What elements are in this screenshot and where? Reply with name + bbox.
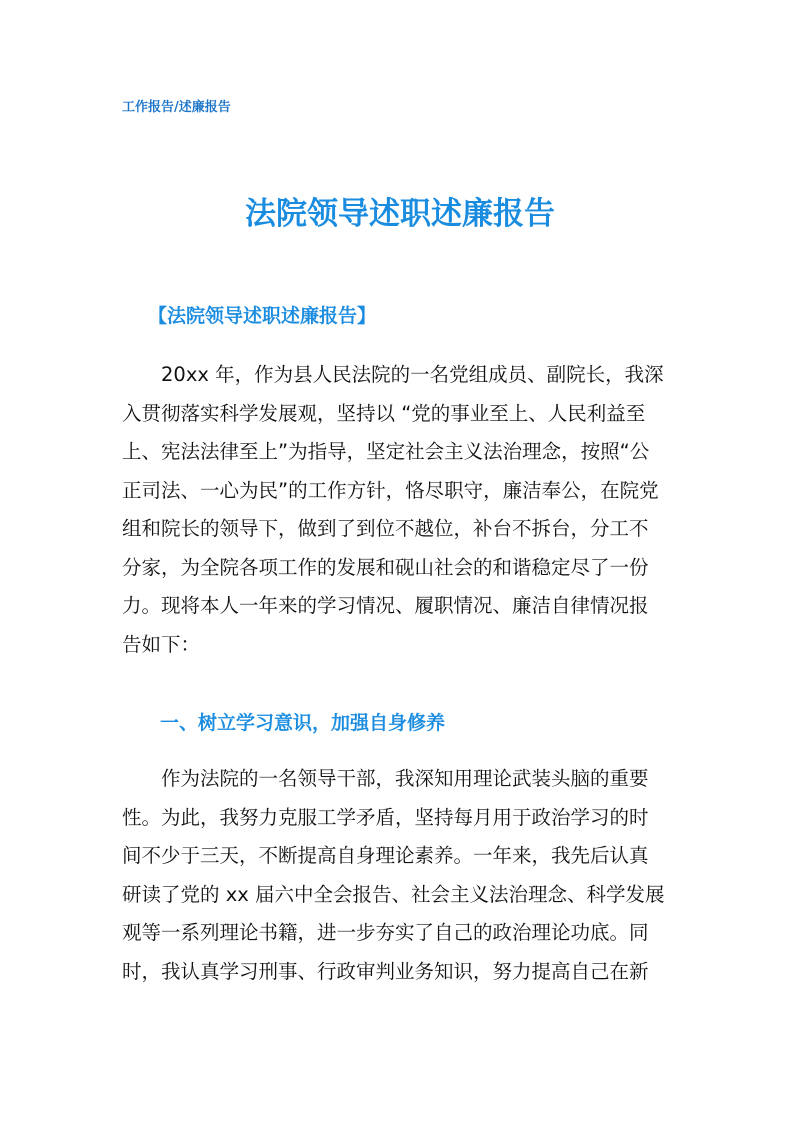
intro-paragraph xyxy=(122,356,682,664)
paragraph-line: 正司法、一心为民”的工作方针，恪尽职守，廉洁奉公，在院党 xyxy=(122,478,659,502)
paragraph-line: 研读了党的 xx 届六中全会报告、社会主义法治理念、科学发展 xyxy=(122,882,665,906)
paragraph-line: 间不少于三天，不断提高自身理论素养。一年来，我先后认真 xyxy=(122,844,649,867)
paragraph-line: 20xx 年，作为县人民法院的一名党组成员、副院长，我深 xyxy=(161,363,664,386)
paragraph-line: 入贯彻落实科学发展观，坚持以 “党的事业至上、人民利益至 xyxy=(122,401,646,425)
paragraph-line: 力。现将本人一年来的学习情况、履职情况、廉洁自律情况报 xyxy=(122,594,649,617)
paragraph-line: 性。为此，我努力克服工学矛盾，坚持每月用于政治学习的时 xyxy=(122,805,649,829)
section-paragraph xyxy=(122,760,682,991)
document-title: 法院领导述职述廉报告 xyxy=(245,196,555,232)
paragraph-line: 告如下： xyxy=(122,632,201,656)
document-subheading: 【法院领导述职述廉报告】 xyxy=(148,305,377,327)
paragraph-line: 作为法院的一名领导干部，我深知用理论武装头脑的重要 xyxy=(161,767,649,790)
breadcrumb: 工作报告/述廉报告 xyxy=(122,100,231,115)
paragraph-line: 组和院长的领导下，做到了到位不越位，补台不拆台，分工不 xyxy=(122,517,649,540)
paragraph-line: 上、宪法法律至上”为指导，坚定社会主义法治理念，按照“公 xyxy=(122,440,650,463)
section-heading: 一、树立学习意识，加强自身修养 xyxy=(160,712,446,734)
paragraph-line: 分家，为全院各项工作的发展和砚山社会的和谐稳定尽了一份 xyxy=(122,555,649,579)
paragraph-line: 时，我认真学习刑事、行政审判业务知识，努力提高自己在新 xyxy=(122,959,649,983)
paragraph-line: 观等一系列理论书籍，进一步夯实了自己的政治理论功底。同 xyxy=(122,921,649,944)
